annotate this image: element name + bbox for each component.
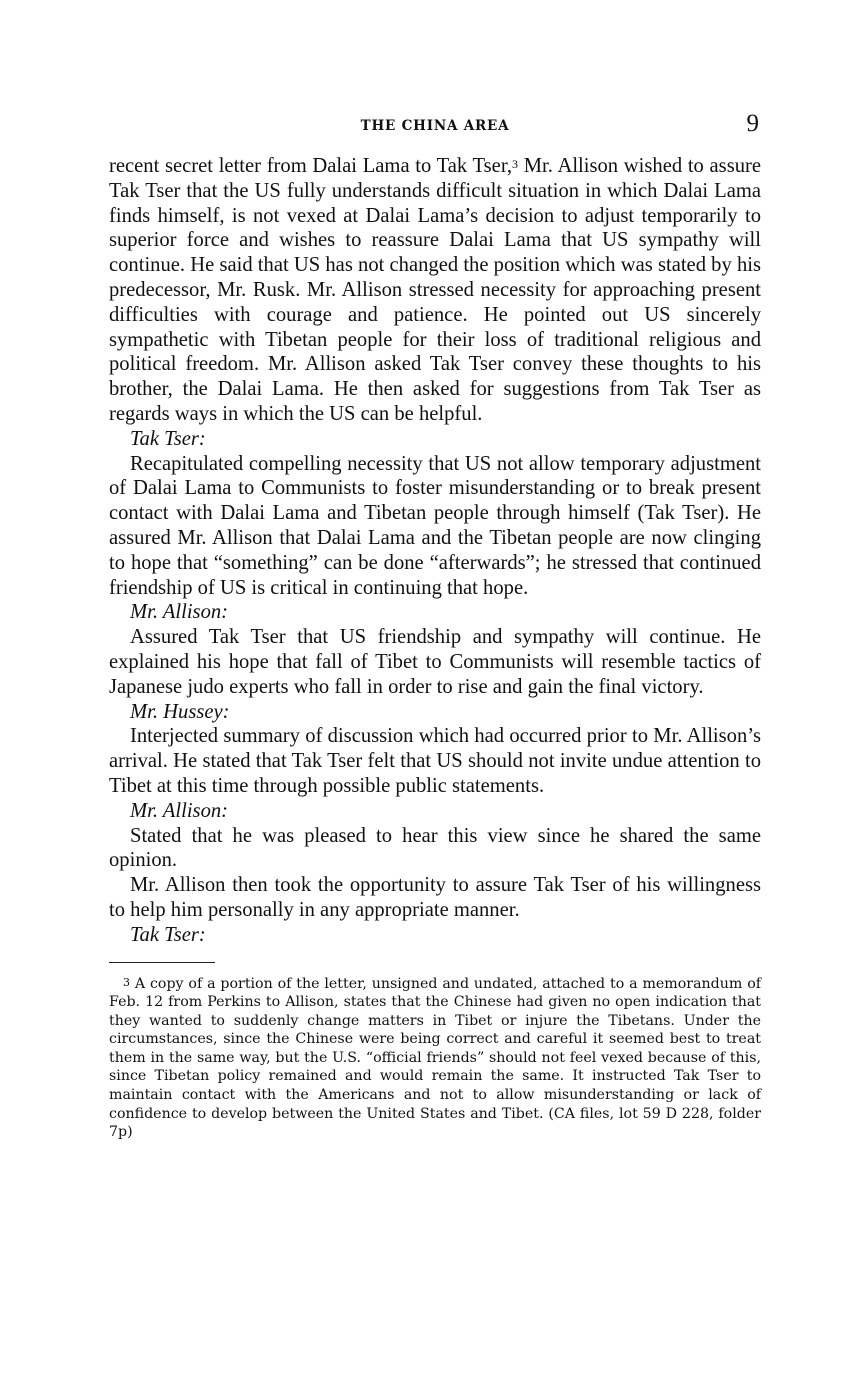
running-header <box>109 110 761 150</box>
footnote-divider <box>109 962 215 963</box>
speaker-label: Tak Tser: <box>130 427 206 450</box>
paragraph: Stated that he was pleased to hear this view since he shared the same opinion. <box>109 824 761 872</box>
body-text <box>109 154 761 948</box>
paragraph: Assured Tak Tser that US friendship and sympathy will continue. He explained his hope that fall of Tibet to Communists will resemble tactics of Japanese judo experts who fall in order to rise and gain the final victory. <box>109 626 761 698</box>
paragraph-text: recent secret letter from Dalai Lama to Tak Tser, <box>109 155 513 177</box>
page-number: 9 <box>746 110 759 137</box>
section-title: THE CHINA AREA <box>360 118 510 134</box>
speaker-label: Mr. Allison: <box>130 799 229 822</box>
speaker-label: Mr. Hussey: <box>130 700 230 723</box>
speaker-label: Tak Tser: <box>130 923 206 946</box>
paragraph-continued <box>109 154 761 427</box>
footnote-reference[interactable]: 3 <box>512 157 519 171</box>
footnote <box>109 975 761 1142</box>
footnote-mark: 3 <box>123 975 130 989</box>
document-page <box>109 110 761 1142</box>
footnote-text: A copy of a portion of the letter, unsigned and undated, attached to a memorandum of Feb. 12 from Perkins to Allison, states that the Chinese had given no open indication that they wanted to suddenly change matters in Tibet or injure the Tibetans. Under the circumstances, since the Chinese were being correct and careful it seemed best to treat them in the same way, but the U.S. “official friends” should not feel vexed because of this, since Tibetan policy remained and would remain the same. It instructed Tak Tser to maintain contact with the Americans and not to allow misunderstanding or lack of confidence to develop between the United States and Tibet. (CA files, lot 59 D 228, folder 7p) <box>109 975 761 1141</box>
paragraph-text: Mr. Allison wished to assure Tak Tser that the US fully understands difficult situation in which Dalai Lama finds himself, is not vexed at Dalai Lama’s decision to adjust temporarily to superior force and wishes to reassure Dalai Lama that US sympathy will continue. He said that US has not changed the position which was stated by his predecessor, Mr. Rusk. Mr. Allison stressed necessity for approaching present difficulties with courage and patience. He pointed out US sincerely sympathetic with Tibetan people for their loss of traditional religious and political freedom. Mr. Allison asked Tak Tser convey these thoughts to his brother, the Dalai Lama. He then asked for suggestions from Tak Tser as regards ways in which the US can be helpful. <box>109 155 762 425</box>
speaker-label: Mr. Allison: <box>130 601 229 624</box>
paragraph: Interjected summary of discussion which had occurred prior to Mr. Allison’s arrival. He stated that Tak Tser felt that US should not invite undue attention to Tibet at this time through possible public statements. <box>109 725 761 797</box>
paragraph: Recapitulated compelling necessity that US not allow temporary adjustment of Dalai Lama to Communists to foster misunderstanding or to break present contact with Dalai Lama and Tibetan people through himself (Tak Tser). He assured Mr. Allison that Dalai Lama and the Tibetan people are now clinging to hope that “something” can be done “afterwards”; he stressed that continued friendship of US is critical in continuing that hope. <box>109 452 761 599</box>
paragraph: Mr. Allison then took the opportunity to assure Tak Tser of his willingness to help him personally in any appropriate manner. <box>109 874 761 921</box>
